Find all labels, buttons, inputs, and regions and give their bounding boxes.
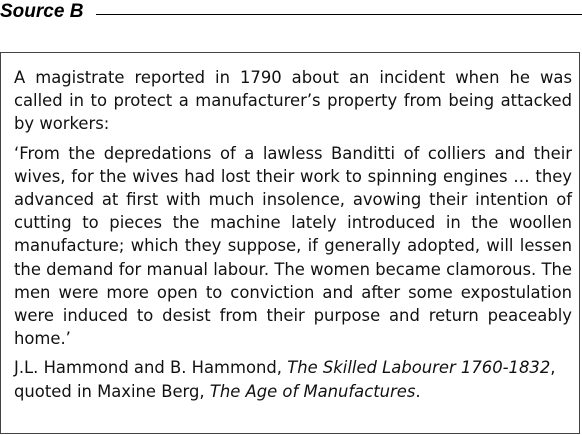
citation-book-age-of-manufactures: The Age of Manufactures [209, 381, 416, 401]
source-content [14, 66, 572, 403]
source-title: Source B [0, 1, 84, 22]
title-rule [96, 14, 582, 15]
citation-quoted-in: , quoted in Maxine Berg, [14, 358, 556, 401]
source-quote: ‘From the depredations of a lawless Banditti of colliers and their wives, for the wives had lost their work to spinning engines … they advanced at first with much insolence, avowing their intention of cutting to pieces the machine lately introduced in the woollen manufacture; which they suppose, if generally adopted, will lessen the demand for manual labour. The women became clamorous. The men were more open to conviction and after some expostulation were induced to desist from their purpose and return peaceably home.’ [14, 143, 572, 349]
citation-book-skilled-labourer: The Skilled Labourer 1760-1832 [287, 358, 551, 378]
source-citation [14, 356, 572, 402]
citation-end: . [415, 381, 421, 401]
source-header [0, 0, 582, 26]
citation-authors: J.L. Hammond and B. Hammond, [14, 358, 288, 378]
source-box [0, 52, 580, 434]
source-intro: A magistrate reported in 1790 about an incident when he was called in to protect a manufacturer’s property from being attacked by workers: [14, 68, 572, 134]
